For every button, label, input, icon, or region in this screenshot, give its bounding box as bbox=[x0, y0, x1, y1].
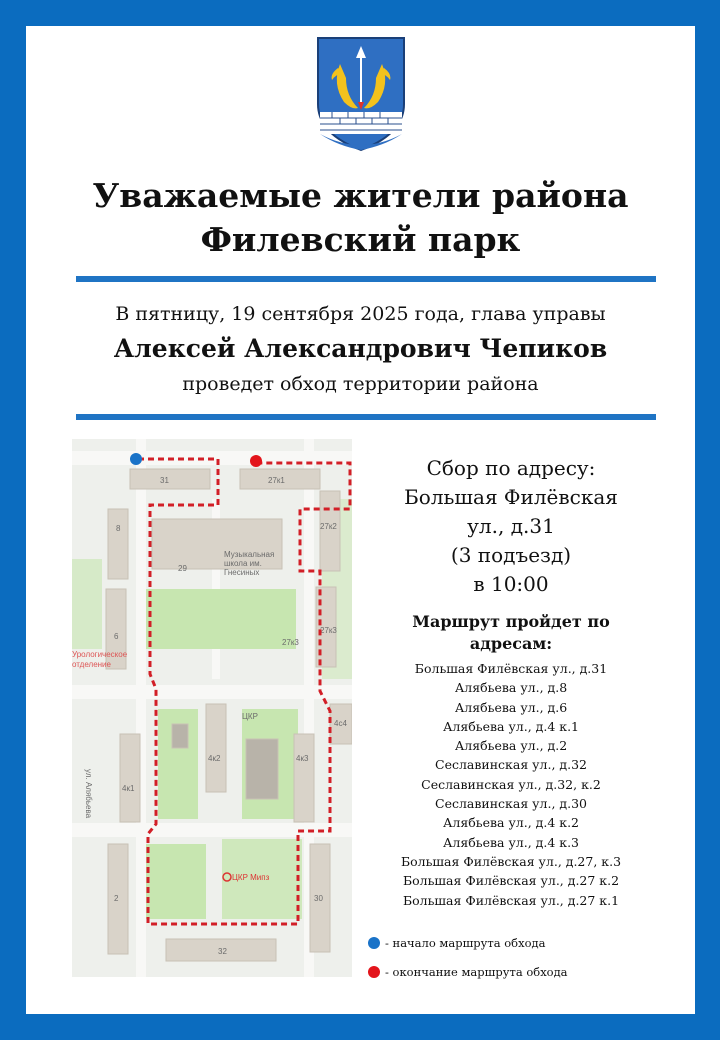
district-coat-of-arms-icon bbox=[314, 34, 408, 152]
map-label-30: 30 bbox=[314, 894, 323, 903]
address-item: Большая Филёвская ул., д.27, к.3 bbox=[400, 853, 622, 869]
gathering-info bbox=[361, 454, 661, 599]
route-heading bbox=[361, 611, 661, 655]
gathering-line-3: ул., д.31 bbox=[467, 514, 555, 538]
route-heading-line-2: адресам: bbox=[469, 634, 553, 653]
map-street-label: ул. Алябьева bbox=[84, 769, 93, 819]
map-school-label-2: школа им. bbox=[224, 559, 262, 568]
gathering-time: в 10:00 bbox=[473, 572, 549, 596]
map-label-4k2: 4к2 bbox=[208, 754, 221, 763]
map-label-27k2: 27к2 bbox=[320, 522, 337, 531]
map-label-27k1: 27к1 bbox=[268, 476, 285, 485]
address-item: Большая Филёвская ул., д.27 к.1 bbox=[402, 892, 620, 908]
legend-start-label: - начало маршрута обхода bbox=[385, 936, 546, 950]
map-label-32: 32 bbox=[218, 947, 227, 956]
map-label-pr: ЦКР bbox=[242, 712, 258, 721]
map-label-27k3: 27к3 bbox=[320, 626, 337, 635]
map-label-27k3-secondary: 27к3 bbox=[282, 638, 299, 647]
top-divider bbox=[76, 276, 656, 282]
legend-start bbox=[368, 936, 545, 950]
map-uro-label-2: отделение bbox=[72, 660, 111, 669]
route-start-marker bbox=[130, 453, 142, 465]
address-item: Алябьева ул., д.4 к.1 bbox=[442, 718, 580, 734]
address-item: Большая Филёвская ул., д.27 к.2 bbox=[402, 873, 620, 889]
blue-dot-icon bbox=[368, 937, 380, 949]
gathering-line-4: (3 подъезд) bbox=[450, 543, 572, 567]
page-title-line-1: Уважаемые жители района bbox=[92, 176, 629, 215]
map-label-4k1: 4к1 bbox=[122, 784, 135, 793]
official-name: Алексей Александрович Чепиков bbox=[113, 334, 608, 363]
map-school-label-1: Музыкальная bbox=[224, 550, 275, 559]
map-label-6: 6 bbox=[114, 632, 119, 641]
address-item: Сеславинская ул., д.30 bbox=[435, 796, 587, 812]
announcement-purpose-line: проведет обход территории района bbox=[182, 373, 539, 395]
page-title-line-2: Филевский парк bbox=[200, 220, 521, 259]
route-heading-line-1: Маршрут пройдет по bbox=[412, 612, 610, 631]
bottom-divider bbox=[76, 414, 656, 420]
gathering-line-1: Сбор по адресу: bbox=[426, 456, 596, 480]
notice-sheet bbox=[26, 26, 695, 1014]
map-uro-label-1: Урологическое bbox=[72, 650, 128, 659]
red-dot-icon bbox=[368, 966, 380, 978]
map-label-31: 31 bbox=[160, 476, 169, 485]
map-label-29: 29 bbox=[178, 564, 187, 573]
map-label-8: 8 bbox=[116, 524, 121, 533]
map-school-label-3: Гнесиных bbox=[224, 568, 260, 577]
map-label-2: 2 bbox=[114, 894, 119, 903]
address-item: Большая Филёвская ул., д.31 bbox=[414, 661, 608, 676]
address-item: Алябьева ул., д.4 к.2 bbox=[442, 815, 580, 831]
address-item: Алябьева ул., д.8 bbox=[454, 680, 568, 696]
address-item: Сеславинская ул., д.32 bbox=[435, 757, 587, 773]
announcement-date-line: В пятницу, 19 сентября 2025 года, глава управы bbox=[115, 303, 606, 325]
map-clinic-label: ЦКР Мипз bbox=[232, 873, 270, 882]
map-label-4s4: 4с4 bbox=[334, 719, 347, 728]
address-item: Алябьева ул., д.6 bbox=[454, 699, 568, 715]
legend-end bbox=[368, 965, 568, 979]
legend-end-label: - окончание маршрута обхода bbox=[385, 965, 568, 979]
gathering-line-2: Большая Филёвская bbox=[404, 485, 618, 509]
route-map bbox=[72, 439, 352, 977]
route-address-list bbox=[361, 659, 661, 910]
address-item: Алябьева ул., д.2 bbox=[454, 738, 568, 754]
route-end-marker bbox=[250, 455, 262, 467]
address-item: Сеславинская ул., д.32, к.2 bbox=[421, 776, 601, 792]
map-label-4k3: 4к3 bbox=[296, 754, 309, 763]
address-item: Алябьева ул., д.4 к.3 bbox=[442, 834, 580, 850]
